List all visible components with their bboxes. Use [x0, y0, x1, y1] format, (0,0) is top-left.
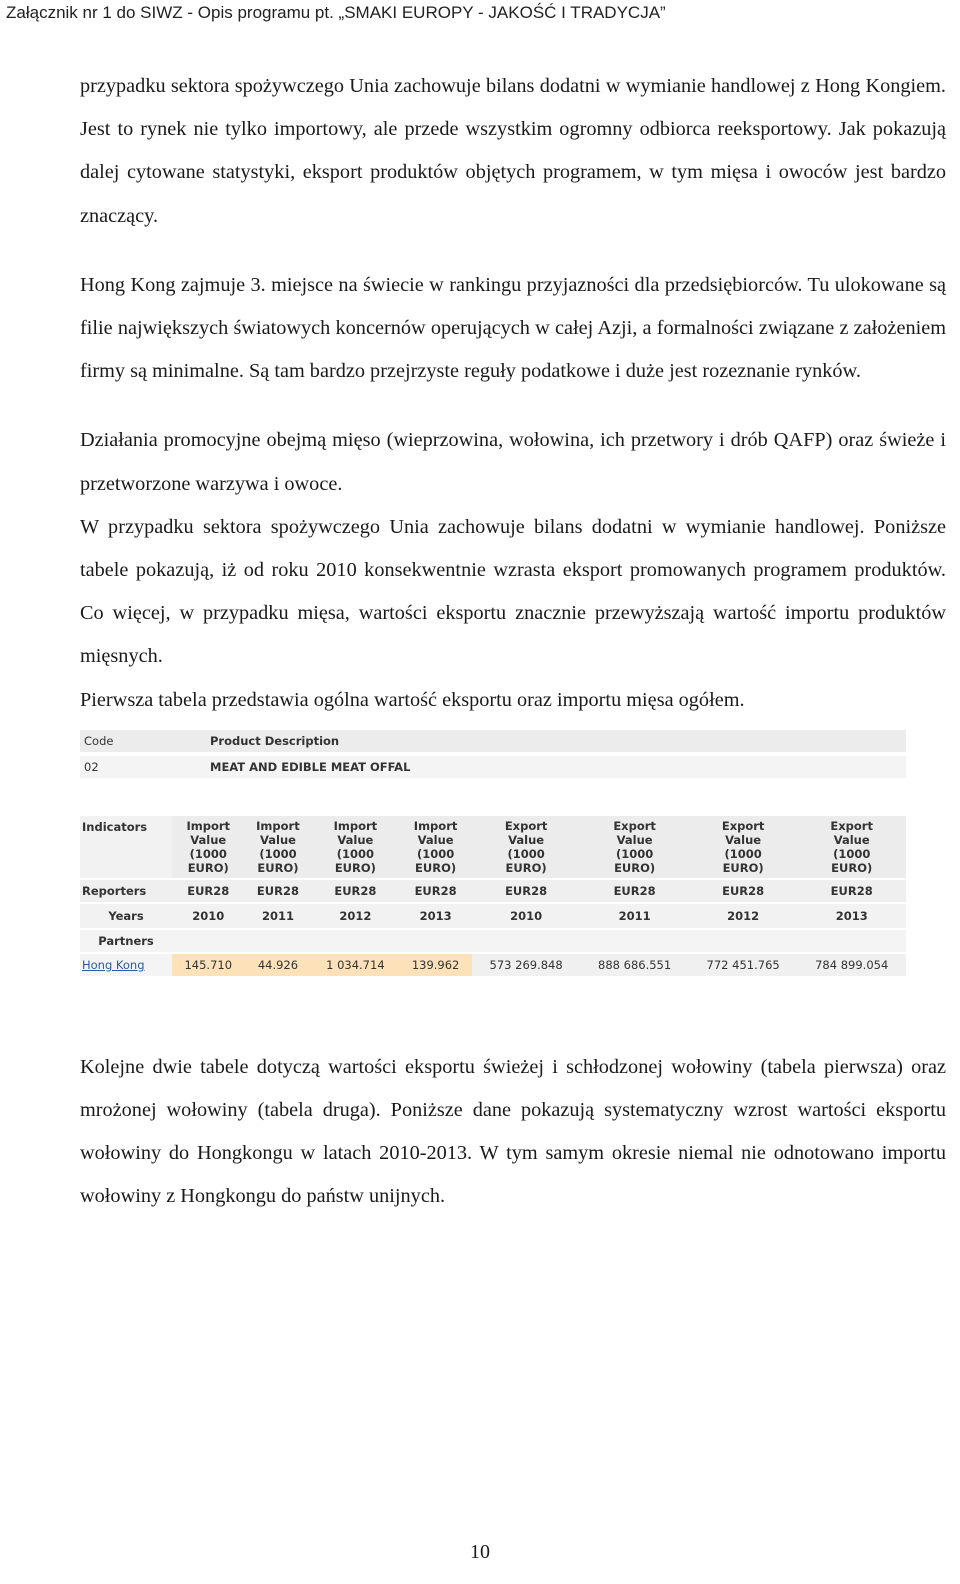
year-cell: 2010 [472, 903, 581, 929]
reporters-label: Reporters [80, 879, 172, 903]
page-number: 10 [470, 1541, 490, 1563]
values-row [80, 953, 906, 977]
year-cell: 2012 [689, 903, 798, 929]
description-cell: MEAT AND EDIBLE MEAT OFFAL [206, 754, 906, 778]
document-body [80, 65, 946, 1219]
value-cell: 888 686.551 [580, 953, 689, 977]
indicator-cell: Export Value (1000 EURO) [580, 816, 689, 879]
indicator-cell: Import Value (1000 EURO) [311, 816, 399, 879]
partners-label: Partners [80, 929, 172, 953]
year-cell: 2013 [399, 903, 472, 929]
year-cell: 2013 [797, 903, 906, 929]
reporter-cell: EUR28 [245, 879, 312, 903]
reporter-cell: EUR28 [472, 879, 581, 903]
indicator-cell: Export Value (1000 EURO) [472, 816, 581, 879]
year-cell: 2010 [172, 903, 245, 929]
paragraph-2: Hong Kong zajmuje 3. miejsce na świecie w rankingu przyjazności dla przedsiębiorców. Tu ulokowane są filie największych światowych koncernów operujących w całej Azji, a formalności związane z założeniem firmy są minimalne. Są tam bardzo przejrzyste reguły podatkowe i duże jest rozeznanie rynków. [80, 273, 946, 383]
partner-cell [80, 953, 172, 977]
paragraph-1: przypadku sektora spożywczego Unia zachowuje bilans dodatni w wymianie handlowej z Hong Kongiem. Jest to rynek nie tylko importowy, ale przede wszystkim ogromny odbiorca reeksportowy. Jak pokazują dalej cytowane statystyki, eksport produktów objętych programem, w tym mięsa i owoców jest bardzo znaczący. [80, 75, 946, 227]
paragraph-3: Działania promocyjne obejmą mięso (wieprzowina, wołowina, ich przetwory i drób QAFP) oraz świeże i przetworzone warzywa i owoce. [80, 429, 946, 495]
paragraph-4: W przypadku sektora spożywczego Unia zachowuje bilans dodatni w wymianie handlowej. Poniższe tabele pokazują, iż od roku 2010 konsekwentnie wzrasta eksport promowanych programem produktów. Co więcej, w przypadku mięsa, wartości eksportu znacznie przewyższają wartość importu produktów mięsnych. [80, 515, 946, 668]
reporter-cell: EUR28 [311, 879, 399, 903]
value-cell: 772 451.765 [689, 953, 798, 977]
partners-spacer [172, 929, 906, 953]
indicator-cell: Export Value (1000 EURO) [689, 816, 798, 879]
code-header: Code [80, 730, 206, 754]
value-cell: 139.962 [399, 953, 472, 977]
value-cell: 784 899.054 [797, 953, 906, 977]
partner-link[interactable]: Hong Kong [82, 957, 145, 972]
indicator-cell: Import Value (1000 EURO) [399, 816, 472, 879]
value-cell: 1 034.714 [311, 953, 399, 977]
description-header: Product Description [206, 730, 906, 754]
reporter-cell: EUR28 [172, 879, 245, 903]
years-label: Years [80, 903, 172, 929]
value-cell: 573 269.848 [472, 953, 581, 977]
paragraph-5: Pierwsza tabela przedstawia ogólna wartość eksportu oraz importu mięsa ogółem. [80, 688, 745, 711]
product-code-table [80, 730, 906, 778]
reporter-cell: EUR28 [399, 879, 472, 903]
reporter-cell: EUR28 [689, 879, 798, 903]
indicators-label: Indicators [80, 816, 172, 879]
reporters-row [80, 879, 906, 903]
indicator-cell: Import Value (1000 EURO) [245, 816, 312, 879]
indicator-cell: Export Value (1000 EURO) [797, 816, 906, 879]
document-header: Załącznik nr 1 do SIWZ - Opis programu pt. „SMAKI EUROPY - JAKOŚĆ I TRADYCJA” [6, 3, 666, 22]
value-cell: 145.710 [172, 953, 245, 977]
trade-data-table [80, 816, 906, 978]
year-cell: 2011 [245, 903, 312, 929]
code-cell: 02 [80, 754, 206, 778]
year-cell: 2012 [311, 903, 399, 929]
indicators-row [80, 816, 906, 879]
years-row [80, 903, 906, 929]
partners-row [80, 929, 906, 953]
paragraph-6: Kolejne dwie tabele dotyczą wartości eksportu świeżej i schłodzonej wołowiny (tabela pierwsza) oraz mrożonej wołowiny (tabela druga). Poniższe dane pokazują systematyczny wzrost wartości eksportu wołowiny do Hongkongu w latach 2010-2013. W tym samym okresie niemal nie odnotowano importu wołowiny z Hongkongu do państw unijnych. [80, 1055, 946, 1208]
reporter-cell: EUR28 [797, 879, 906, 903]
value-cell: 44.926 [245, 953, 312, 977]
reporter-cell: EUR28 [580, 879, 689, 903]
indicator-cell: Import Value (1000 EURO) [172, 816, 245, 879]
year-cell: 2011 [580, 903, 689, 929]
